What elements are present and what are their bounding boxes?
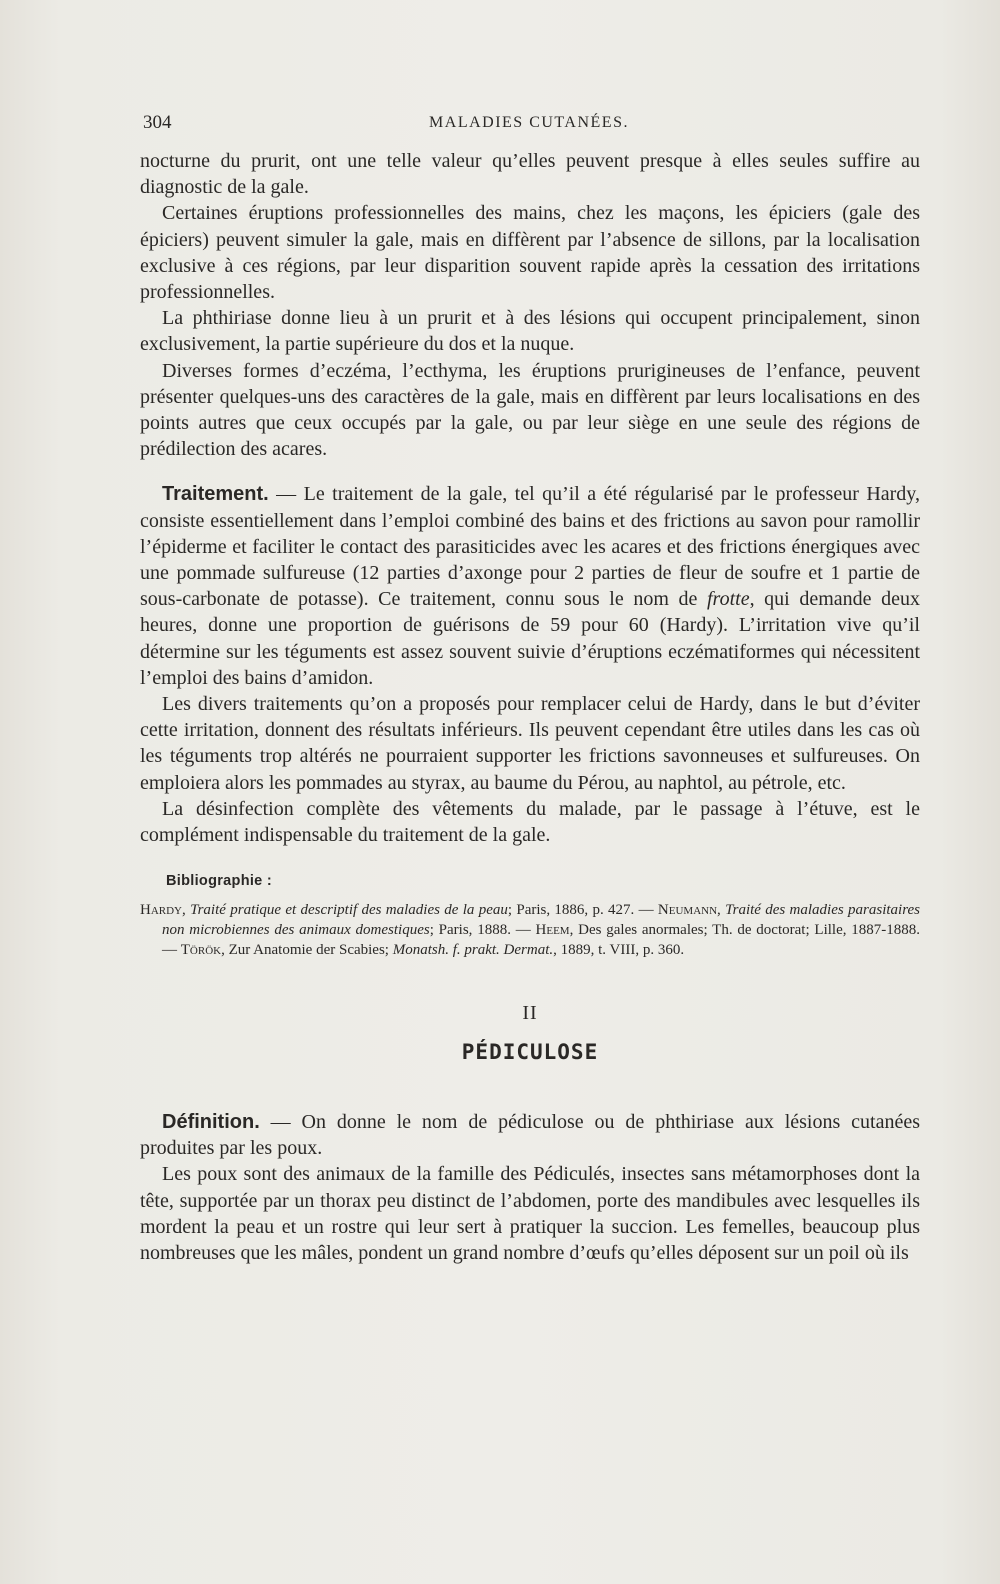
author-heem: Heem	[535, 922, 570, 939]
paragraph-poux: Les poux sont des animaux de la famille des Pédiculés, insectes sans métamorphoses dont la tête, supportée par un thorax peu distinct de l’abdomen, porte des mandibules avec lesquelles ils mordent la peau et un rostre qui leur sert à pratiquer la succion. Les femelles, beaucoup plus nombreuses que les mâles, pondent un grand nombre d’œufs qu’elles déposent sur un poil où ils	[140, 1163, 920, 1264]
section-gap	[140, 462, 920, 481]
author-hardy: Hardy	[140, 902, 183, 919]
running-title: MALADIES CUTANÉES.	[429, 114, 629, 131]
bibliography-title: Bibliographie :	[166, 873, 272, 890]
ref-heem: , Des gales anormales; Th. de doctorat; Lille, 1887-1888. —	[162, 922, 921, 959]
traitement-text-a: — Le traitement de la gale, tel qu’il a été régularisé par le professeur Hardy, consiste essentiellement dans l’emploi combiné des bains et des frictions au savon pour ramollir l’épiderme et faciliter le contact des parasiticides avec les acares et des frictions énergiques avec une pommade sulfureuse (12 parties d’axonge pour 2 parties de fleur de soufre et 1 partie de sous-carbonate de potasse). Ce traitement, connu sous le nom de	[140, 483, 920, 611]
definition-block	[140, 1109, 920, 1266]
paragraph-disinfection: La désinfection complète des vêtements du malade, par le passage à l’étuve, est le complément indispensable du traitement de la gale.	[140, 797, 920, 847]
page-number: 304	[143, 112, 172, 133]
author-torok: Török	[180, 942, 222, 959]
author-neumann: Neumann	[657, 902, 718, 919]
bibliography-entries: Hardy, Traité pratique et descriptif des maladies de la peau; Paris, 1886, p. 427. — Neumann, Traité des maladies parasitaires non microbiennes des animaux domestiques; Paris, 1888. — Heem, Des gales anormales; Th. de doctorat; Lille, 1887-1888. — Török, Zur Anatomie der Scabies; Monatsh. f. prakt. Dermat., 1889, t. VIII, p. 360.	[140, 902, 921, 959]
heading-definition: Définition.	[162, 1110, 260, 1133]
paragraph-traitement	[140, 481, 920, 691]
ref-neumann: ; Paris, 1888. —	[429, 922, 536, 939]
paragraph-definition	[140, 1109, 920, 1161]
traitement-text-b: , qui demande deux heures, donne une proportion de guérisons de 59 pour 60 (Hardy). L’irritation vive qu’il détermine sur les téguments est assez souvent suivie d’éruptions eczématiformes qui nécessitent l’emploi des bains d’amidon.	[140, 588, 921, 689]
ref-torok: , Zur Anatomie der Scabies;	[221, 942, 393, 959]
title-neumann: Traité des maladies parasitaires non microbiennes des animaux domestiques	[162, 902, 920, 939]
paragraph-phthiriase: La phthiriase donne lieu à un prurit et à des lésions qui occupent principalement, sinon exclusivement, la partie supérieure du dos et la nuque.	[140, 307, 920, 356]
ref-monatsh: , 1889, t. VIII, p. 360.	[553, 942, 685, 959]
chapter-title: PÉDICULOSE	[461, 1039, 599, 1064]
ref-hardy: ; Paris, 1886, p. 427. —	[507, 902, 658, 919]
definition-text: — On donne le nom de pédiculose ou de phthiriase aux lésions cutanées produites par les poux.	[140, 1110, 920, 1160]
heading-traitement: Traitement.	[162, 483, 269, 506]
paragraph-eczema: Diverses formes d’eczéma, l’ecthyma, les éruptions prurigineuses de l’enfance, peuvent présenter quelques-uns des caractères de la gale, mais en diffèrent par leurs localisations en des points autres que ceux occupés par la gale, ou par leur siège en une seule des régions de prédilection des acares.	[140, 359, 920, 461]
paragraph-continuation: nocturne du prurit, ont une telle valeur qu’elles peuvent presque à elles seules suffire au diagnostic de la gale.	[140, 150, 920, 199]
paragraph-professional-eruptions: Certaines éruptions professionnelles des mains, chez les maçons, les épiciers (gale des épiciers) peuvent simuler la gale, mais en diffèrent par l’absence de sillons, par la localisation exclusive à ces régions, par leur disparition souvent rapide après la cessation des irritations professionnelles.	[140, 202, 920, 304]
page-body	[140, 148, 920, 1266]
title-monatsh: Monatsh. f. prakt. Dermat.	[392, 942, 554, 959]
paragraph-other-treatments: Les divers traitements qu’on a proposés pour remplacer celui de Hardy, dans le but d’éviter cette irritation, donnent des résultats inférieurs. Ils peuvent cependant être utiles dans les cas où les téguments trop altérés ne pourraient supporter les frictions savonneuses et sulfureuses. On emploiera alors les pommades au styrax, au baume du Pérou, au naphtol, au pétrole, etc.	[140, 693, 920, 794]
running-header	[143, 112, 915, 140]
term-frotte: frotte	[706, 588, 750, 611]
section-numeral: II	[522, 1002, 538, 1025]
title-hardy: Traité pratique et descriptif des maladies de la peau	[190, 902, 508, 919]
